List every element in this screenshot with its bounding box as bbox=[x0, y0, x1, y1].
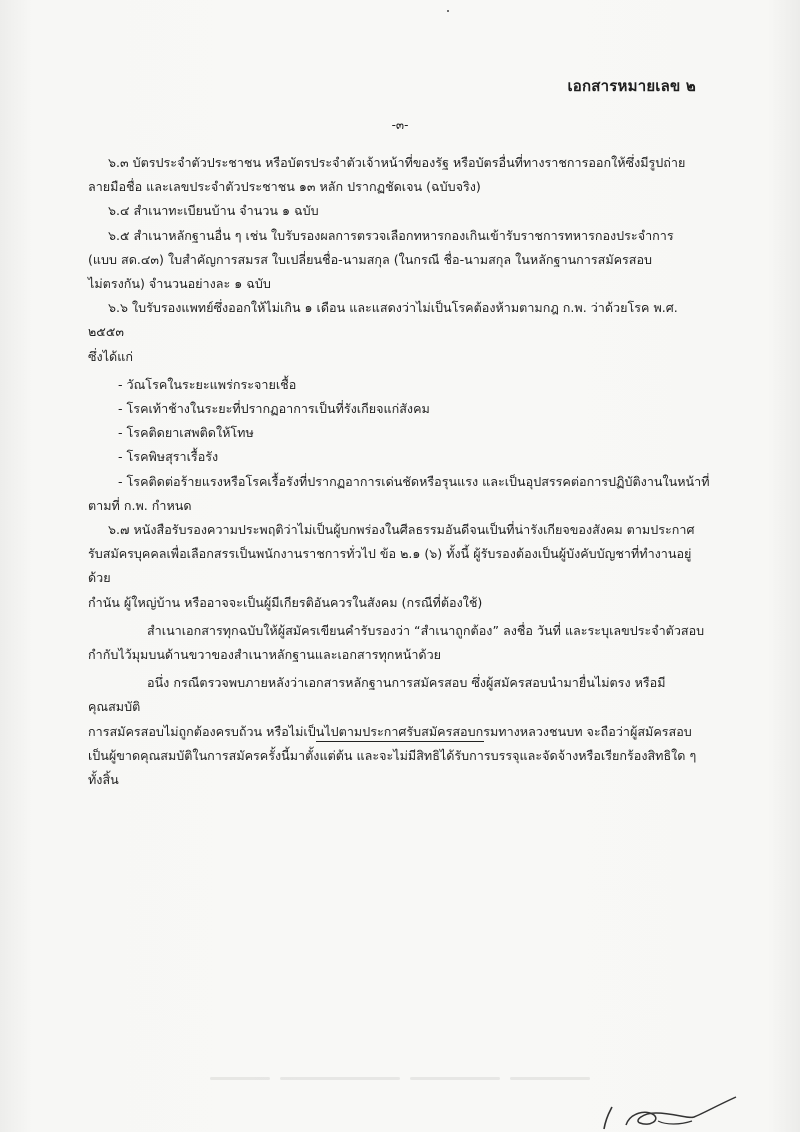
warning-note-line-4: ทั้งสิ้น bbox=[88, 772, 119, 788]
item-6-4: ๖.๔ สำเนาทะเบียนบ้าน จำนวน ๑ ฉบับ bbox=[108, 203, 319, 219]
item-6-7-line-2: รับสมัครบุคคลเพื่อเลือกสรรเป็นพนักงานราชการทั่วไป ข้อ ๒.๑ (๖) ทั้งนี้ ผู้รับรองต้องเป็นผู้บังคับบัญชาที่ทำงานอยู่ด้วย bbox=[88, 546, 692, 586]
item-6-6-line-1: ๖.๖ ใบรับรองแพทย์ซึ่งออกให้ไม่เกิน ๑ เดือน และแสดงว่าไม่เป็นโรคต้องห้ามตามกฎ ก.พ. ว่าด้วยโรค พ.ศ. ๒๕๕๓ bbox=[88, 300, 678, 340]
certification-note-line-2: กำกับไว้มุมบนด้านขวาของสำเนาหลักฐานและเอกสารทุกหน้าด้วย bbox=[88, 647, 442, 663]
item-6-5-line-1: ๖.๕ สำเนาหลักฐานอื่น ๆ เช่น ใบรับรองผลการตรวจเลือกทหารกองเกินเข้ารับราชการทหารกองประจำการ bbox=[108, 227, 674, 243]
warning-note-line-1: อนึ่ง กรณีตรวจพบภายหลังว่าเอกสารหลักฐานการสมัครสอบ ซึ่งผู้สมัครสอบนำมายื่นไม่ตรง หรือมีคุณสมบัติ bbox=[88, 675, 666, 715]
item-6-6-line-2: ซึ่งได้แก่ bbox=[88, 348, 133, 364]
document-body bbox=[88, 151, 710, 792]
scan-speck bbox=[447, 10, 449, 12]
item-6-5-line-2: (แบบ สด.๔๓) ใบสำคัญการสมรส ใบเปลี่ยนชื่อ-นามสกุล (ในกรณี ชื่อ-นามสกุล ในหลักฐานการสมัครสอบ bbox=[88, 251, 653, 267]
warning-note-line-2: การสมัครสอบไม่ถูกต้องครบถ้วน หรือไม่เป็นไปตามประกาศรับสมัครสอบกรมทางหลวงชนบท จะถือว่าผู้สมัครสอบ bbox=[88, 723, 692, 739]
disease-list-continuation: ตามที่ ก.พ. กำหนด bbox=[88, 497, 192, 513]
warning-note-line-3: เป็นผู้ขาดคุณสมบัติในการสมัครครั้งนี้มาตั้งแต่ต้น และจะไม่มีสิทธิได้รับการบรรจุและจัดจ้างหรือเรียกร้องสิทธิใด ๆ bbox=[88, 747, 697, 763]
list-item: - โรคติดยาเสพติดให้โทษ bbox=[118, 425, 254, 441]
item-6-3-line-2: ลายมือชื่อ และเลขประจำตัวประชาชน ๑๓ หลัก ปรากฏชัดเจน (ฉบับจริง) bbox=[88, 179, 481, 195]
item-6-5-line-3: ไม่ตรงกัน) จำนวนอย่างละ ๑ ฉบับ bbox=[88, 276, 271, 292]
page-number: -๓- bbox=[391, 118, 409, 132]
item-6-7-line-3: กำนัน ผู้ใหญ่บ้าน หรืออาจจะเป็นผู้มีเกียรติอันควรในสังคม (กรณีที่ต้องใช้) bbox=[88, 594, 483, 610]
end-divider-line bbox=[316, 741, 484, 742]
faint-bleed-through-text bbox=[200, 1072, 600, 1086]
item-6-3-line-1: ๖.๓ บัตรประจำตัวประชาชน หรือบัตรประจำตัวเจ้าหน้าที่ของรัฐ หรือบัตรอื่นที่ทางราชการออกให้ซึ่งมีรูปถ่าย bbox=[108, 155, 686, 170]
list-item: - โรคเท้าช้างในระยะที่ปรากฏอาการเป็นที่รังเกียจแก่สังคม bbox=[118, 401, 430, 417]
disease-list bbox=[88, 373, 710, 494]
list-item: - โรคพิษสุราเรื้อรัง bbox=[118, 449, 219, 465]
handwritten-initials-icon bbox=[596, 1095, 756, 1132]
document-number-label: เอกสารหมายเลข ๒ bbox=[567, 77, 696, 95]
list-item: - โรคติดต่อร้ายแรงหรือโรคเรื้อรังที่ปรากฏอาการเด่นชัดหรือรุนแรง และเป็นอุปสรรคต่อการปฏิบัติงานในหน้าที่ bbox=[118, 473, 710, 489]
certification-note-line-1: สำเนาเอกสารทุกฉบับให้ผู้สมัครเขียนคำรับรองว่า “สำเนาถูกต้อง” ลงชื่อ วันที่ และระบุเลขประจำตัวสอบ bbox=[147, 622, 705, 638]
item-6-7-line-1: ๖.๗ หนังสือรับรองความประพฤติว่าไม่เป็นผู้บกพร่องในศีลธรรมอันดีจนเป็นที่น่ารังเกียจของสังคม ตามประกาศ bbox=[108, 522, 695, 538]
list-item: - วัณโรคในระยะแพร่กระจายเชื้อ bbox=[118, 376, 297, 392]
